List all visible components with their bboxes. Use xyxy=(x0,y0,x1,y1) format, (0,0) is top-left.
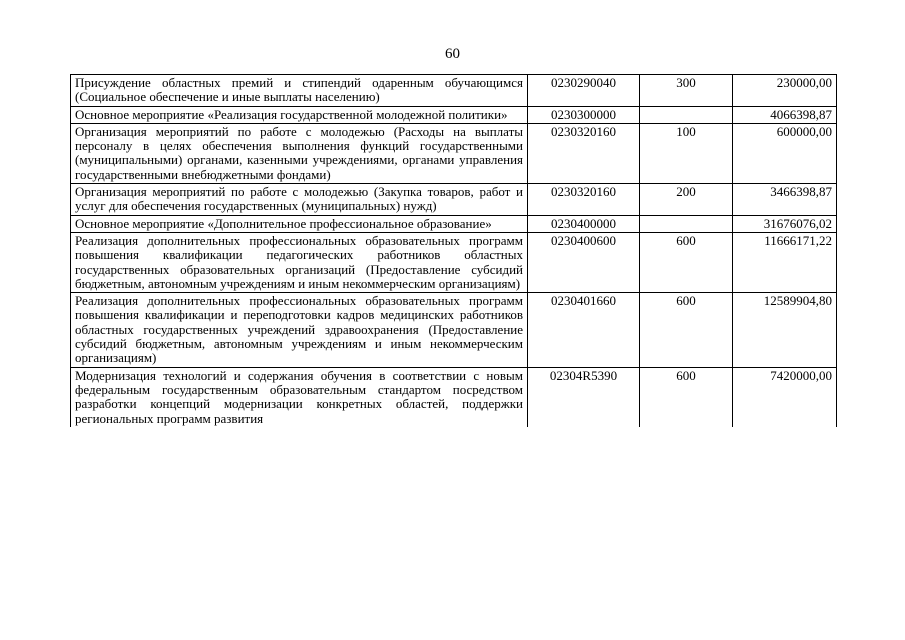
table-row xyxy=(71,123,837,183)
row-name-cell: Организация мероприятий по работе с молодежью (Закупка товаров, работ и услуг для обеспечения государственных (муниципальных) нужд) xyxy=(71,184,528,216)
row-code-cell: 0230401660 xyxy=(528,293,640,367)
row-sum-cell: 600000,00 xyxy=(733,123,837,183)
row-name-cell: Модернизация технологий и содержания обучения в соответствии с новым федеральным государственным образовательным стандартом посредством разработки концепций модернизации конкретных областей, поддержки региональных программ развития xyxy=(71,367,528,427)
row-sum-cell: 3466398,87 xyxy=(733,184,837,216)
table-row xyxy=(71,232,837,292)
row-name-cell: Реализация дополнительных профессиональных образовательных программ повышения квалификации педагогических работников областных государственных образовательных организаций (Предоставление субсидий бюджетным, автономным учреждениям и иным некоммерческим организациям) xyxy=(71,232,528,292)
row-code-cell: 0230320160 xyxy=(528,184,640,216)
table-row xyxy=(71,367,837,427)
budget-table xyxy=(70,74,837,427)
row-code-cell: 0230400000 xyxy=(528,215,640,232)
row-code-cell: 0230400600 xyxy=(528,232,640,292)
row-type-cell: 200 xyxy=(640,184,733,216)
row-sum-cell: 230000,00 xyxy=(733,75,837,107)
table-row xyxy=(71,215,837,232)
row-name-cell: Присуждение областных премий и стипендий одаренным обучающимся (Социальное обеспечение и иные выплаты населению) xyxy=(71,75,528,107)
row-type-cell: 100 xyxy=(640,123,733,183)
row-type-cell xyxy=(640,106,733,123)
row-code-cell: 0230300000 xyxy=(528,106,640,123)
row-sum-cell: 11666171,22 xyxy=(733,232,837,292)
row-sum-cell: 31676076,02 xyxy=(733,215,837,232)
row-type-cell xyxy=(640,215,733,232)
table-row xyxy=(71,184,837,216)
table-row xyxy=(71,293,837,367)
row-type-cell: 600 xyxy=(640,367,733,427)
row-name-cell: Основное мероприятие «Реализация государственной молодежной политики» xyxy=(71,106,528,123)
table-row xyxy=(71,75,837,107)
row-type-cell: 600 xyxy=(640,232,733,292)
row-code-cell: 02304R5390 xyxy=(528,367,640,427)
row-name-cell: Организация мероприятий по работе с молодежью (Расходы на выплаты персоналу в целях обеспечения выполнения функций государственными (муниципальными) органами, казенными учреждениями, органами управления государственными внебюджетными фондами) xyxy=(71,123,528,183)
row-sum-cell: 12589904,80 xyxy=(733,293,837,367)
row-type-cell: 600 xyxy=(640,293,733,367)
row-sum-cell: 7420000,00 xyxy=(733,367,837,427)
row-code-cell: 0230320160 xyxy=(528,123,640,183)
table-row xyxy=(71,106,837,123)
row-sum-cell: 4066398,87 xyxy=(733,106,837,123)
row-name-cell: Основное мероприятие «Дополнительное профессиональное образование» xyxy=(71,215,528,232)
row-code-cell: 0230290040 xyxy=(528,75,640,107)
page-number: 60 xyxy=(445,46,460,62)
row-name-cell: Реализация дополнительных профессиональных образовательных программ повышения квалификации и переподготовки кадров медицинских работников областных государственных учреждений здравоохранения (Предоставление субсидий бюджетным, автономным учреждениям и иным некоммерческим организациям) xyxy=(71,293,528,367)
row-type-cell: 300 xyxy=(640,75,733,107)
